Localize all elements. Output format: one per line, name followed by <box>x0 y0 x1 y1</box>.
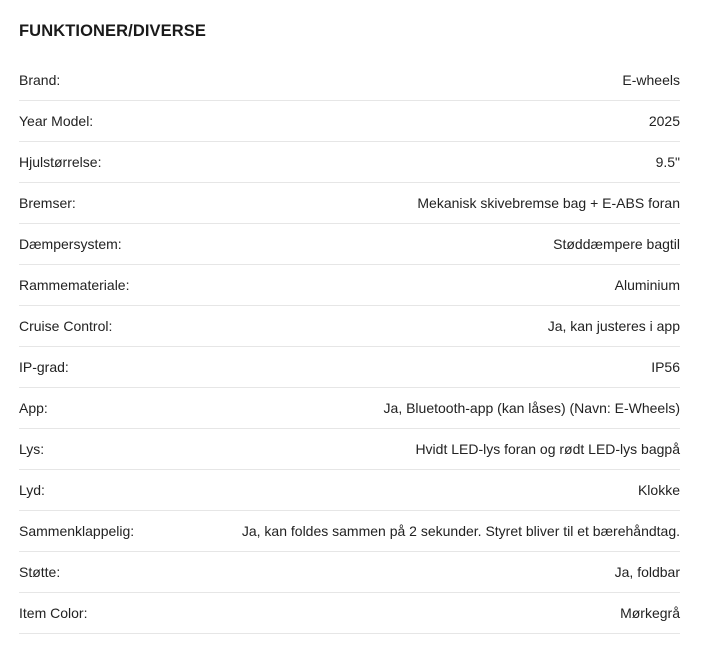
spec-label: Bremser: <box>19 195 76 211</box>
section-title: FUNKTIONER/DIVERSE <box>19 22 206 40</box>
spec-label: Sammenklappelig: <box>19 523 135 539</box>
spec-label: Brand: <box>19 72 61 88</box>
spec-row-item-color <box>19 593 680 634</box>
spec-row-frame-material <box>19 265 680 306</box>
spec-row-suspension <box>19 224 680 265</box>
spec-label: Støtte: <box>19 564 61 580</box>
spec-value: Mørkegrå <box>620 605 680 621</box>
spec-row-foldable <box>19 511 680 552</box>
spec-row-brand <box>19 60 680 101</box>
spec-row-cruise-control <box>19 306 680 347</box>
spec-value: Mekanisk skivebremse bag + E-ABS foran <box>417 195 680 211</box>
spec-row-wheel-size <box>19 142 680 183</box>
spec-value: Ja, Bluetooth-app (kan låses) (Navn: E-Wheels) <box>383 400 680 416</box>
spec-label: Hjulstørrelse: <box>19 154 102 170</box>
spec-label: Item Color: <box>19 605 88 621</box>
spec-label: Cruise Control: <box>19 318 113 334</box>
spec-label: App: <box>19 400 48 416</box>
spec-label: Year Model: <box>19 113 94 129</box>
spec-label: IP-grad: <box>19 359 69 375</box>
spec-label: Lys: <box>19 441 45 457</box>
spec-row-sound <box>19 470 680 511</box>
spec-value: 9.5" <box>655 154 680 170</box>
spec-value: E-wheels <box>622 72 680 88</box>
spec-row-kickstand <box>19 552 680 593</box>
spec-value: 2025 <box>648 113 680 129</box>
spec-value: Aluminium <box>614 277 680 293</box>
spec-row-brakes <box>19 183 680 224</box>
spec-value: Støddæmpere bagtil <box>553 236 680 252</box>
spec-row-ip-rating <box>19 347 680 388</box>
spec-list <box>19 60 680 634</box>
spec-row-year-model <box>19 101 680 142</box>
spec-value: Hvidt LED-lys foran og rødt LED-lys bagpå <box>415 441 680 457</box>
spec-row-lights <box>19 429 680 470</box>
spec-value: Ja, kan foldes sammen på 2 sekunder. Styret bliver til et bærehåndtag. <box>241 523 680 539</box>
spec-value: Ja, foldbar <box>614 564 680 580</box>
spec-value: IP56 <box>651 359 680 375</box>
spec-label: Lyd: <box>19 482 45 498</box>
spec-label: Rammemateriale: <box>19 277 130 293</box>
spec-value: Klokke <box>637 482 680 498</box>
spec-label: Dæmpersystem: <box>19 236 122 252</box>
spec-row-app <box>19 388 680 429</box>
spec-value: Ja, kan justeres i app <box>547 318 680 334</box>
